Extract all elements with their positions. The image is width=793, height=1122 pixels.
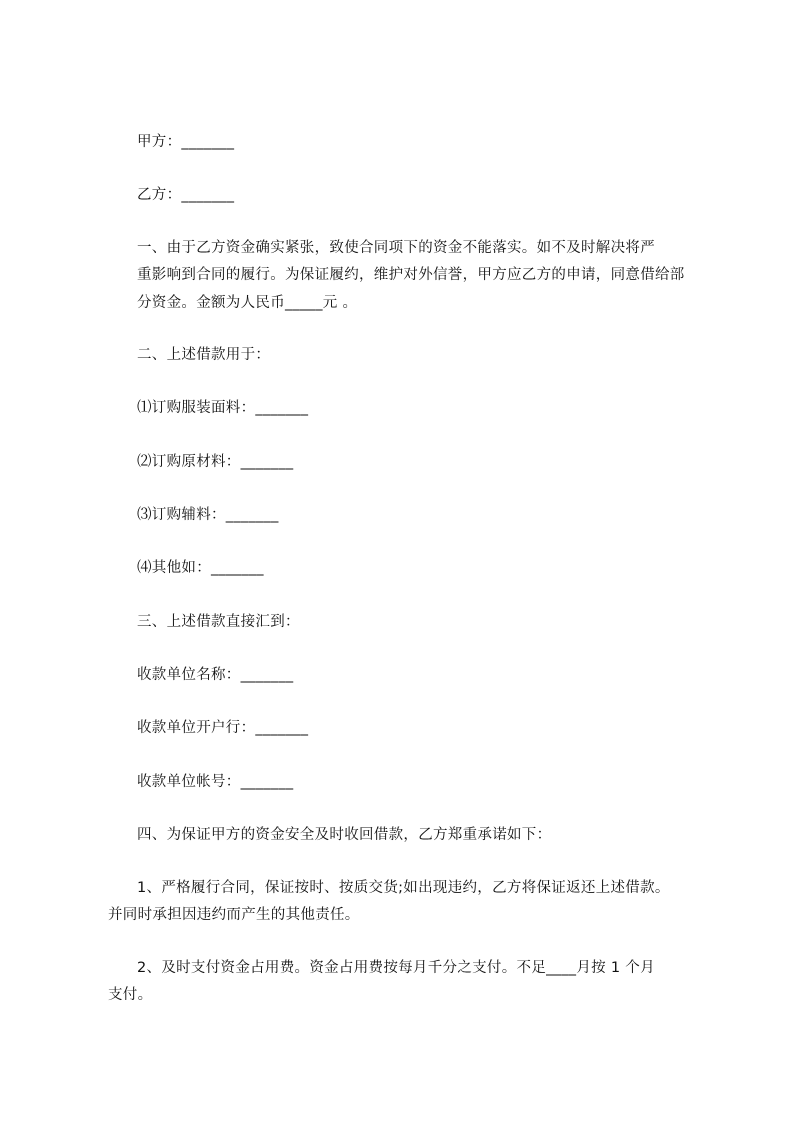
- clause1-line3: 分资金。金额为人民币_____元 。: [137, 295, 358, 311]
- clause4-item2-line2: 支付。: [108, 987, 153, 1003]
- clause1-line2: 重影响到合同的履行。为保证履约，维护对外信誉，甲方应乙方的申请，同意借给部: [137, 267, 685, 283]
- clause2-item-raw-material: ⑵订购原材料：_______: [137, 454, 294, 470]
- clause3-heading: 三、上述借款直接汇到：: [137, 614, 300, 630]
- payee-account-line: 收款单位帐号：_______: [137, 774, 294, 790]
- clause4-item1-line2: 并同时承担因违约而产生的其他责任。: [108, 907, 360, 923]
- clause4-item2-line1: 2、及时支付资金占用费。资金占用费按每月千分之支付。不足____月按 1 个月: [137, 960, 655, 976]
- clause4-item1-line1: 1、严格履行合同，保证按时、按质交货;如出现违约，乙方将保证返还上述借款。: [137, 880, 670, 896]
- clause2-item-fabric: ⑴订购服装面料：_______: [137, 400, 309, 416]
- payee-bank-line: 收款单位开户行：_______: [137, 720, 309, 736]
- clause4-heading: 四、为保证甲方的资金安全及时收回借款，乙方郑重承诺如下：: [137, 827, 552, 843]
- clause2-heading: 二、上述借款用于：: [137, 347, 271, 363]
- clause2-item-accessories: ⑶订购辅料：_______: [137, 507, 279, 523]
- party-a-line: 甲方：_______: [137, 134, 235, 150]
- clause2-item-other: ⑷其他如：_______: [137, 560, 264, 576]
- payee-name-line: 收款单位名称：_______: [137, 667, 294, 683]
- clause1-line1: 一、由于乙方资金确实紧张，致使合同项下的资金不能落实。如不及时解决将严: [137, 240, 655, 256]
- party-b-line: 乙方：_______: [137, 187, 235, 203]
